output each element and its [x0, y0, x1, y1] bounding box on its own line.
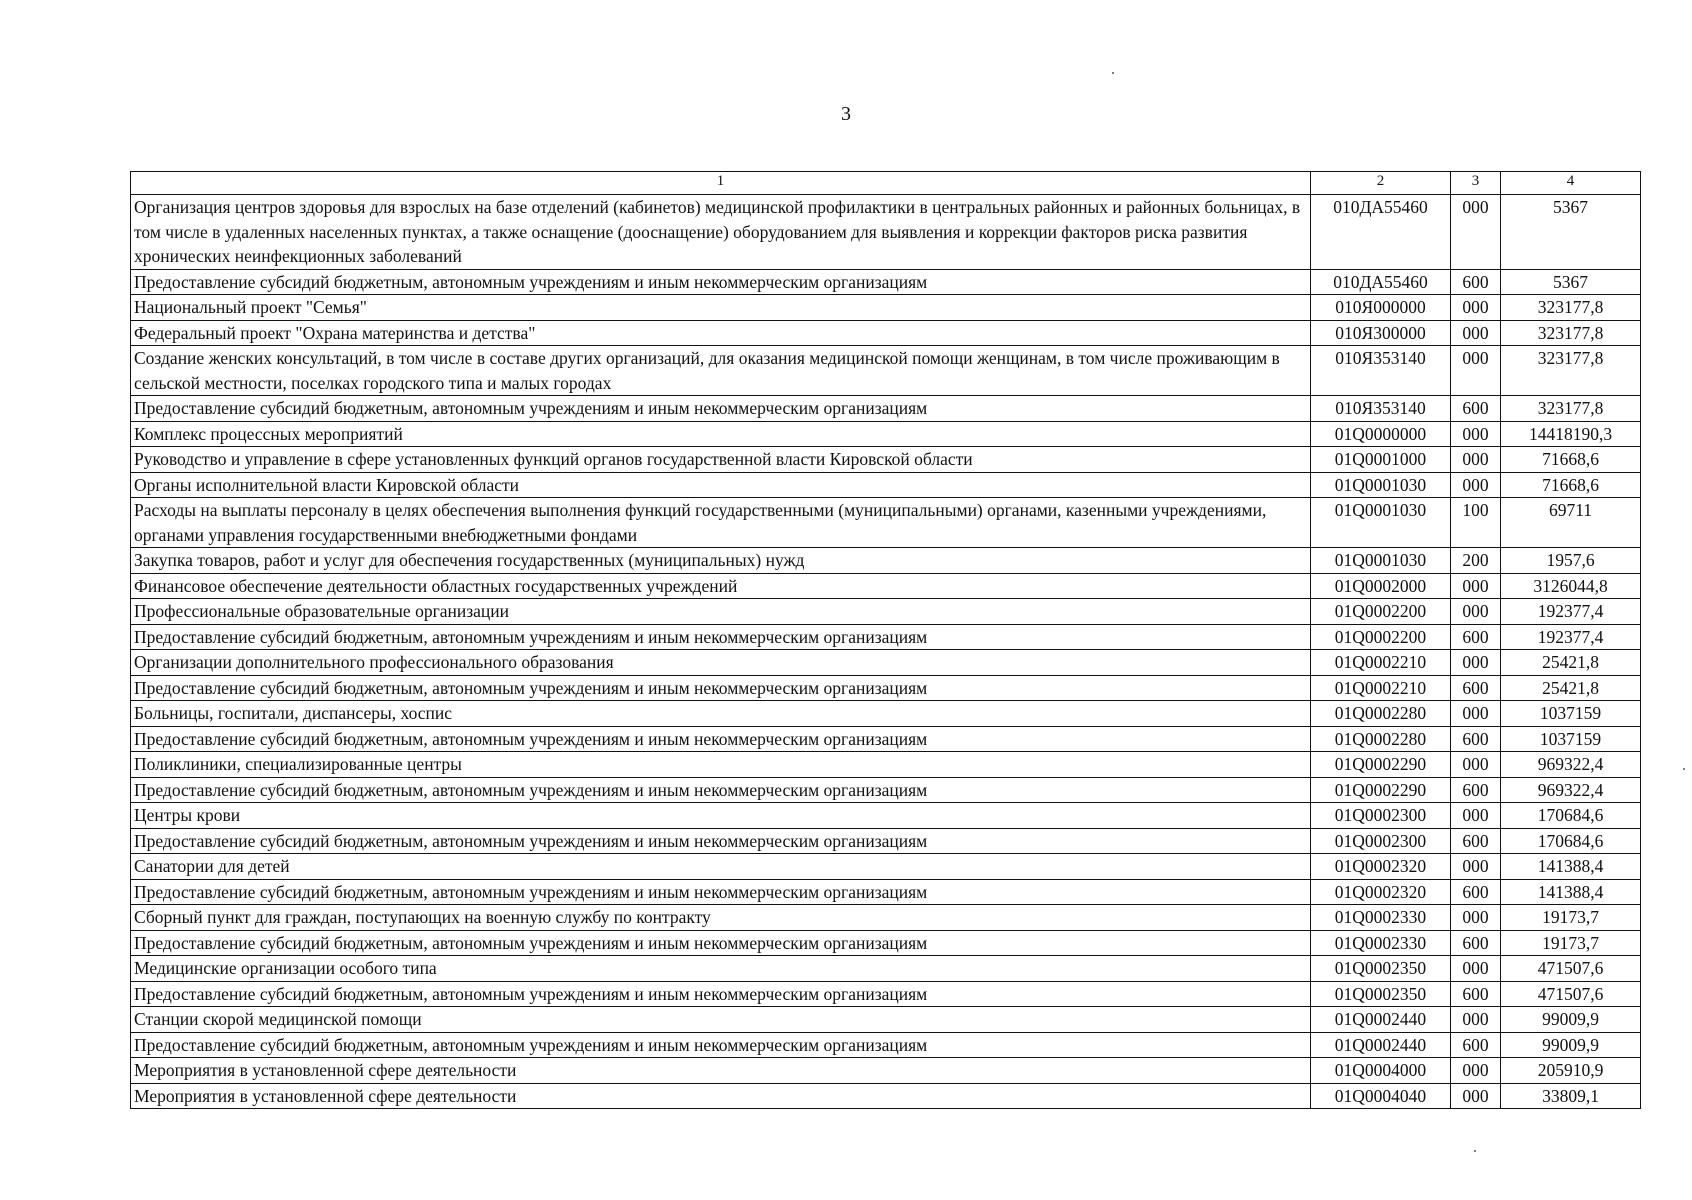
table-row	[131, 269, 1641, 295]
amount-value: 192377,4	[1501, 599, 1641, 625]
table-row	[131, 828, 1641, 854]
table-row	[131, 1083, 1641, 1109]
table-row	[131, 548, 1641, 574]
table-row	[131, 1007, 1641, 1033]
expense-type-code: 000	[1451, 295, 1501, 321]
expense-type-code: 000	[1451, 346, 1501, 396]
expense-type-code: 000	[1451, 472, 1501, 498]
amount-value: 14418190,3	[1501, 421, 1641, 447]
scan-speck	[1112, 72, 1114, 74]
table-row	[131, 930, 1641, 956]
target-article-code: 010ДА55460	[1311, 195, 1451, 270]
table-row	[131, 295, 1641, 321]
item-description: Санатории для детей	[131, 854, 1311, 880]
table-row	[131, 1058, 1641, 1084]
column-number-header-row	[131, 172, 1641, 195]
expense-type-code: 000	[1451, 421, 1501, 447]
expense-type-code: 100	[1451, 498, 1501, 548]
item-description: Комплекс процессных мероприятий	[131, 421, 1311, 447]
target-article-code: 01Q0002440	[1311, 1007, 1451, 1033]
table-row	[131, 1032, 1641, 1058]
amount-value: 969322,4	[1501, 777, 1641, 803]
expense-type-code: 000	[1451, 701, 1501, 727]
amount-value: 19173,7	[1501, 930, 1641, 956]
amount-value: 323177,8	[1501, 295, 1641, 321]
column-number-header: 1	[131, 172, 1311, 195]
item-description: Предоставление субсидий бюджетным, автономным учреждениям и иным некоммерческим организациям	[131, 624, 1311, 650]
item-description: Организации дополнительного профессионального образования	[131, 650, 1311, 676]
amount-value: 141388,4	[1501, 879, 1641, 905]
target-article-code: 010ДА55460	[1311, 269, 1451, 295]
item-description: Национальный проект "Семья"	[131, 295, 1311, 321]
expense-type-code: 600	[1451, 930, 1501, 956]
item-description: Профессиональные образовательные организации	[131, 599, 1311, 625]
page-number: 3	[841, 103, 851, 125]
amount-value: 170684,6	[1501, 828, 1641, 854]
expense-type-code: 600	[1451, 675, 1501, 701]
amount-value: 5367	[1501, 195, 1641, 270]
table-row	[131, 879, 1641, 905]
target-article-code: 01Q0001030	[1311, 498, 1451, 548]
amount-value: 19173,7	[1501, 905, 1641, 931]
target-article-code: 01Q0001030	[1311, 472, 1451, 498]
amount-value: 1037159	[1501, 701, 1641, 727]
expense-type-code: 200	[1451, 548, 1501, 574]
amount-value: 1957,6	[1501, 548, 1641, 574]
amount-value: 3126044,8	[1501, 573, 1641, 599]
amount-value: 69711	[1501, 498, 1641, 548]
target-article-code: 01Q0002350	[1311, 981, 1451, 1007]
target-article-code: 010Я353140	[1311, 396, 1451, 422]
expense-type-code: 000	[1451, 752, 1501, 778]
expense-type-code: 000	[1451, 854, 1501, 880]
expense-type-code: 600	[1451, 879, 1501, 905]
item-description: Предоставление субсидий бюджетным, автономным учреждениям и иным некоммерческим организациям	[131, 726, 1311, 752]
target-article-code: 01Q0001000	[1311, 447, 1451, 473]
expense-type-code: 600	[1451, 828, 1501, 854]
table-row	[131, 650, 1641, 676]
amount-value: 1037159	[1501, 726, 1641, 752]
amount-value: 323177,8	[1501, 396, 1641, 422]
column-number-header: 4	[1501, 172, 1641, 195]
item-description: Центры крови	[131, 803, 1311, 829]
item-description: Предоставление субсидий бюджетным, автономным учреждениям и иным некоммерческим организациям	[131, 930, 1311, 956]
amount-value: 323177,8	[1501, 346, 1641, 396]
target-article-code: 01Q0004040	[1311, 1083, 1451, 1109]
amount-value: 99009,9	[1501, 1007, 1641, 1033]
target-article-code: 01Q0002200	[1311, 599, 1451, 625]
target-article-code: 01Q0002200	[1311, 624, 1451, 650]
amount-value: 192377,4	[1501, 624, 1641, 650]
item-description: Создание женских консультаций, в том числе в составе других организаций, для оказания медицинской помощи женщинам, в том числе проживающим в сельской местности, поселках городского типа и малых городах	[131, 346, 1311, 396]
target-article-code: 01Q0002290	[1311, 777, 1451, 803]
expense-type-code: 000	[1451, 956, 1501, 982]
target-article-code: 01Q0002210	[1311, 650, 1451, 676]
table-row	[131, 346, 1641, 396]
expense-type-code: 600	[1451, 981, 1501, 1007]
expense-type-code: 000	[1451, 905, 1501, 931]
table-row	[131, 905, 1641, 931]
table-row	[131, 701, 1641, 727]
item-description: Мероприятия в установленной сфере деятельности	[131, 1058, 1311, 1084]
item-description: Станции скорой медицинской помощи	[131, 1007, 1311, 1033]
amount-value: 205910,9	[1501, 1058, 1641, 1084]
target-article-code: 01Q0001030	[1311, 548, 1451, 574]
table-row	[131, 195, 1641, 270]
item-description: Больницы, госпитали, диспансеры, хоспис	[131, 701, 1311, 727]
item-description: Руководство и управление в сфере установленных функций органов государственной власти Кировской области	[131, 447, 1311, 473]
target-article-code: 01Q0002440	[1311, 1032, 1451, 1058]
target-article-code: 01Q0002210	[1311, 675, 1451, 701]
item-description: Организация центров здоровья для взрослых на базе отделений (кабинетов) медицинской профилактики в центральных районных и районных больницах, в том числе в удаленных населенных пунктах, а также оснащение (дооснащение) оборудованием для выявления и коррекции факторов риска развития хронических неинфекционных заболеваний	[131, 195, 1311, 270]
expense-type-code: 000	[1451, 195, 1501, 270]
target-article-code: 01Q0002300	[1311, 803, 1451, 829]
table-row	[131, 573, 1641, 599]
table-row	[131, 396, 1641, 422]
expense-type-code: 000	[1451, 1083, 1501, 1109]
item-description: Предоставление субсидий бюджетным, автономным учреждениям и иным некоммерческим организациям	[131, 675, 1311, 701]
item-description: Предоставление субсидий бюджетным, автономным учреждениям и иным некоммерческим организациям	[131, 981, 1311, 1007]
table-row	[131, 624, 1641, 650]
item-description: Расходы на выплаты персоналу в целях обеспечения выполнения функций государственными (муниципальными) органами, казенными учреждениями, органами управления государственными внебюджетными фондами	[131, 498, 1311, 548]
item-description: Предоставление субсидий бюджетным, автономным учреждениям и иным некоммерческим организациям	[131, 828, 1311, 854]
target-article-code: 010Я353140	[1311, 346, 1451, 396]
table-row	[131, 599, 1641, 625]
item-description: Предоставление субсидий бюджетным, автономным учреждениям и иным некоммерческим организациям	[131, 269, 1311, 295]
table-row	[131, 752, 1641, 778]
target-article-code: 01Q0002330	[1311, 930, 1451, 956]
amount-value: 323177,8	[1501, 320, 1641, 346]
item-description: Мероприятия в установленной сфере деятельности	[131, 1083, 1311, 1109]
target-article-code: 01Q0002350	[1311, 956, 1451, 982]
expense-type-code: 000	[1451, 1058, 1501, 1084]
target-article-code: 01Q0002290	[1311, 752, 1451, 778]
table-row	[131, 726, 1641, 752]
item-description: Поликлиники, специализированные центры	[131, 752, 1311, 778]
target-article-code: 01Q0002320	[1311, 854, 1451, 880]
expense-type-code: 600	[1451, 396, 1501, 422]
expense-type-code: 600	[1451, 726, 1501, 752]
expense-type-code: 000	[1451, 573, 1501, 599]
amount-value: 99009,9	[1501, 1032, 1641, 1058]
item-description: Предоставление субсидий бюджетным, автономным учреждениям и иным некоммерческим организациям	[131, 396, 1311, 422]
target-article-code: 01Q0002280	[1311, 726, 1451, 752]
table-row	[131, 675, 1641, 701]
target-article-code: 010Я300000	[1311, 320, 1451, 346]
target-article-code: 01Q0002330	[1311, 905, 1451, 931]
expense-type-code: 000	[1451, 1007, 1501, 1033]
column-number-header: 3	[1451, 172, 1501, 195]
target-article-code: 01Q0002280	[1311, 701, 1451, 727]
expense-type-code: 000	[1451, 599, 1501, 625]
table-row	[131, 472, 1641, 498]
table-row	[131, 320, 1641, 346]
item-description: Предоставление субсидий бюджетным, автономным учреждениям и иным некоммерческим организациям	[131, 1032, 1311, 1058]
table-row	[131, 956, 1641, 982]
amount-value: 141388,4	[1501, 854, 1641, 880]
amount-value: 25421,8	[1501, 675, 1641, 701]
amount-value: 71668,6	[1501, 472, 1641, 498]
item-description: Федеральный проект "Охрана материнства и детства"	[131, 320, 1311, 346]
expense-type-code: 600	[1451, 624, 1501, 650]
amount-value: 471507,6	[1501, 981, 1641, 1007]
amount-value: 170684,6	[1501, 803, 1641, 829]
expense-type-code: 000	[1451, 803, 1501, 829]
column-number-header: 2	[1311, 172, 1451, 195]
table-row	[131, 498, 1641, 548]
item-description: Закупка товаров, работ и услуг для обеспечения государственных (муниципальных) нужд	[131, 548, 1311, 574]
table-row	[131, 981, 1641, 1007]
table-row	[131, 803, 1641, 829]
target-article-code: 010Я000000	[1311, 295, 1451, 321]
table-row	[131, 421, 1641, 447]
expense-type-code: 600	[1451, 777, 1501, 803]
amount-value: 969322,4	[1501, 752, 1641, 778]
target-article-code: 01Q0002320	[1311, 879, 1451, 905]
amount-value: 5367	[1501, 269, 1641, 295]
amount-value: 71668,6	[1501, 447, 1641, 473]
expense-type-code: 000	[1451, 320, 1501, 346]
target-article-code: 01Q0004000	[1311, 1058, 1451, 1084]
expense-type-code: 000	[1451, 650, 1501, 676]
budget-allocation-table	[130, 171, 1641, 1109]
target-article-code: 01Q0002300	[1311, 828, 1451, 854]
amount-value: 25421,8	[1501, 650, 1641, 676]
expense-type-code: 600	[1451, 269, 1501, 295]
target-article-code: 01Q0002000	[1311, 573, 1451, 599]
item-description: Органы исполнительной власти Кировской области	[131, 472, 1311, 498]
target-article-code: 01Q0000000	[1311, 421, 1451, 447]
item-description: Финансовое обеспечение деятельности областных государственных учреждений	[131, 573, 1311, 599]
scan-speck	[1683, 768, 1685, 770]
scan-speck	[1474, 1150, 1476, 1152]
item-description: Предоставление субсидий бюджетным, автономным учреждениям и иным некоммерческим организациям	[131, 879, 1311, 905]
amount-value: 471507,6	[1501, 956, 1641, 982]
amount-value: 33809,1	[1501, 1083, 1641, 1109]
item-description: Сборный пункт для граждан, поступающих на военную службу по контракту	[131, 905, 1311, 931]
expense-type-code: 000	[1451, 447, 1501, 473]
table-row	[131, 447, 1641, 473]
item-description: Медицинские организации особого типа	[131, 956, 1311, 982]
item-description: Предоставление субсидий бюджетным, автономным учреждениям и иным некоммерческим организациям	[131, 777, 1311, 803]
table-row	[131, 777, 1641, 803]
table-row	[131, 854, 1641, 880]
expense-type-code: 600	[1451, 1032, 1501, 1058]
